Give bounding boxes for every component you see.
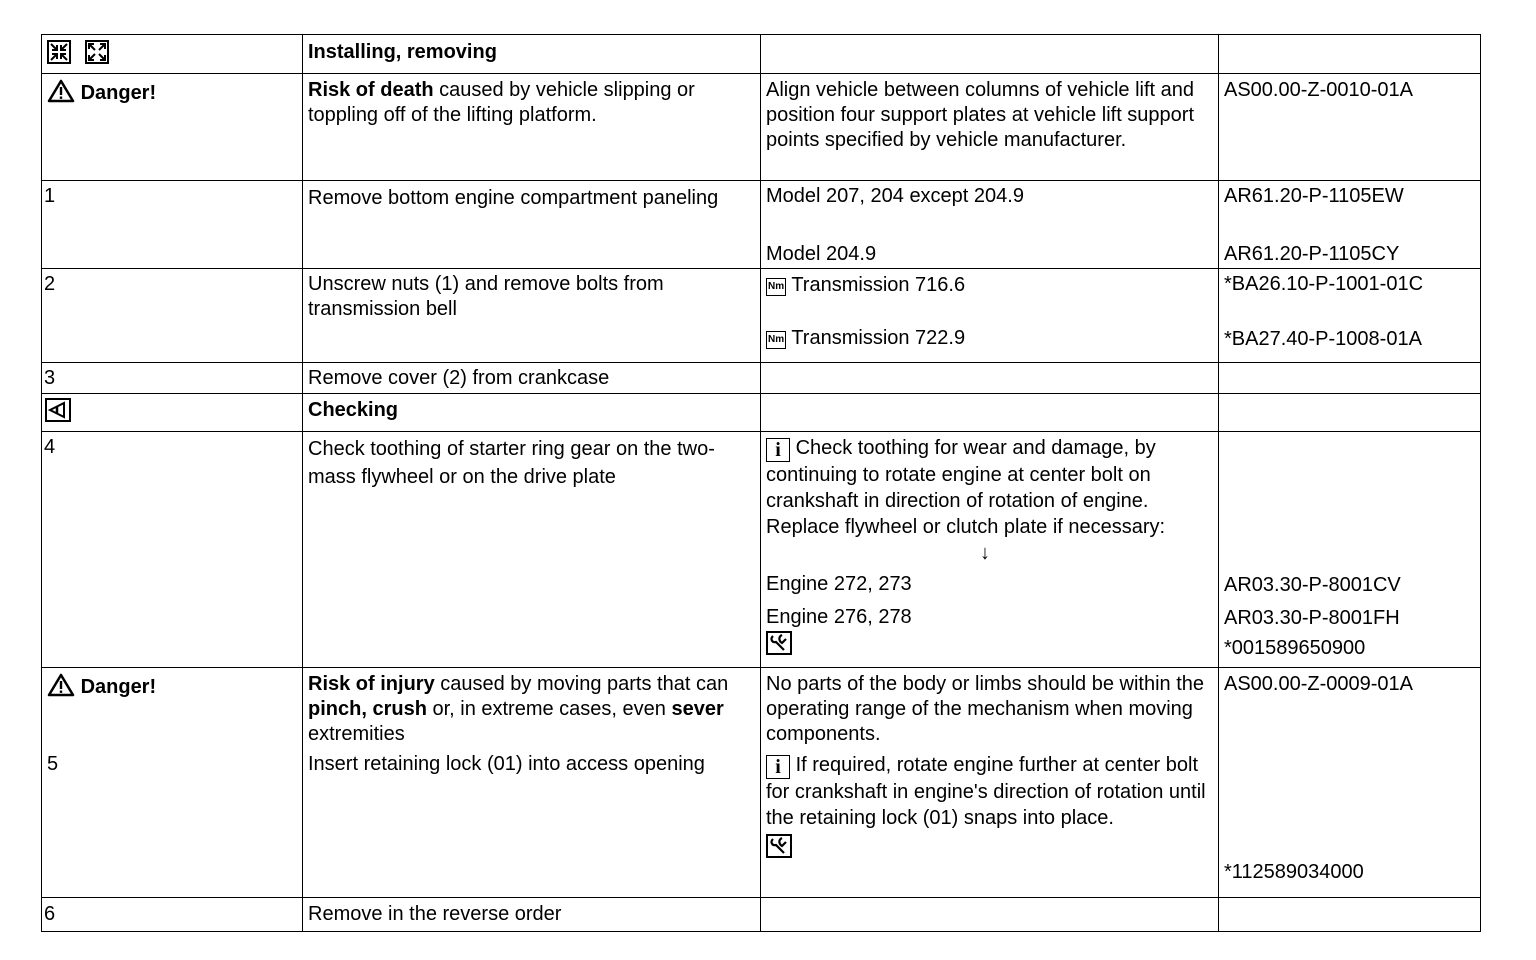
table-row [42, 363, 1481, 394]
step-text: Insert retaining lock (01) into access opening [308, 753, 705, 775]
step-number: 3 [44, 367, 56, 389]
step-number: 4 [44, 436, 56, 458]
section-title: Installing, removing [308, 41, 497, 63]
procedure-table [41, 34, 1481, 932]
info-note: i Check toothing for wear and damage, by continuing to rotate engine at center bolt on crankshaft in direction of rotation of engine. Replace flywheel or clutch plate if necessary: [766, 437, 1166, 538]
variant-text: Transmission 716.6 [791, 274, 966, 296]
warning-icon [47, 673, 75, 697]
instruction-text: No parts of the body or limbs should be within the operating range of the mechanism when moving components. [766, 673, 1205, 745]
table-row [42, 668, 1481, 898]
reference-code: AS00.00-Z-0009-01A [1224, 673, 1414, 695]
table-row [42, 432, 1481, 668]
warning-icon [47, 79, 75, 103]
reference-code: AR03.30-P-8001CV [1224, 574, 1401, 596]
step-text: Remove cover (2) from crankcase [308, 367, 610, 389]
tool-number: *001589650900 [1224, 637, 1366, 659]
danger-label: Danger! [80, 676, 157, 698]
torque-icon: Nm [766, 278, 786, 296]
step-text: Unscrew nuts (1) and remove bolts from transmission bell [308, 273, 664, 320]
reference-code: AR61.20-P-1105EW [1224, 185, 1404, 207]
reference-code: AR61.20-P-1105CY [1224, 243, 1400, 265]
reference-code: *BA27.40-P-1008-01A [1224, 328, 1422, 350]
step-number: 5 [47, 753, 59, 775]
torque-icon: Nm [766, 331, 786, 349]
reference-code: AS00.00-Z-0010-01A [1224, 79, 1414, 101]
variant-text: Transmission 722.9 [791, 327, 966, 349]
info-icon: i [766, 755, 790, 779]
table-row [42, 74, 1481, 181]
variant-text: Engine 276, 278 [766, 606, 912, 628]
special-tool-icon [766, 834, 792, 858]
table-row [42, 181, 1481, 269]
info-icon: i [766, 438, 790, 462]
tool-number: *112589034000 [1224, 861, 1364, 883]
info-note: i If required, rotate engine further at center bolt for crankshaft in engine's direction of rotation until the retaining lock (01) snaps into place. [766, 754, 1206, 829]
step-number: 6 [44, 903, 56, 925]
reference-code: AR03.30-P-8001FH [1224, 607, 1400, 629]
special-tool-icon [766, 631, 792, 655]
step-number: 1 [44, 185, 56, 207]
table-row [42, 269, 1481, 363]
table-row [42, 394, 1481, 432]
variant-text: Model 207, 204 except 204.9 [766, 185, 1024, 207]
install-icon [47, 40, 71, 64]
variant-text: Engine 272, 273 [766, 573, 912, 595]
step-text: Remove bottom engine compartment paneling [308, 187, 719, 209]
step-text: Check toothing of starter ring gear on the two-mass flywheel or on the drive plate [308, 438, 715, 488]
variant-text: Model 204.9 [766, 243, 877, 265]
reference-code: *BA26.10-P-1001-01C [1224, 273, 1424, 295]
checking-icon [45, 398, 71, 422]
arrow-down-icon: ↓ [980, 542, 990, 564]
risk-text: Risk of death caused by vehicle slipping or toppling off of the lifting platform. [308, 79, 695, 126]
remove-icon [85, 40, 109, 64]
risk-text: Risk of injury caused by moving parts that can pinch, crush or, in extreme cases, even sever extremities [308, 673, 729, 745]
instruction-text: Align vehicle between columns of vehicle lift and position four support plates at vehicle lift support points specified by vehicle manufacturer. [766, 79, 1195, 151]
danger-label: Danger! [80, 82, 157, 104]
table-row [42, 898, 1481, 932]
section-title: Checking [308, 399, 399, 421]
step-text: Remove in the reverse order [308, 903, 562, 925]
step-number: 2 [44, 273, 56, 295]
table-row [42, 35, 1481, 74]
